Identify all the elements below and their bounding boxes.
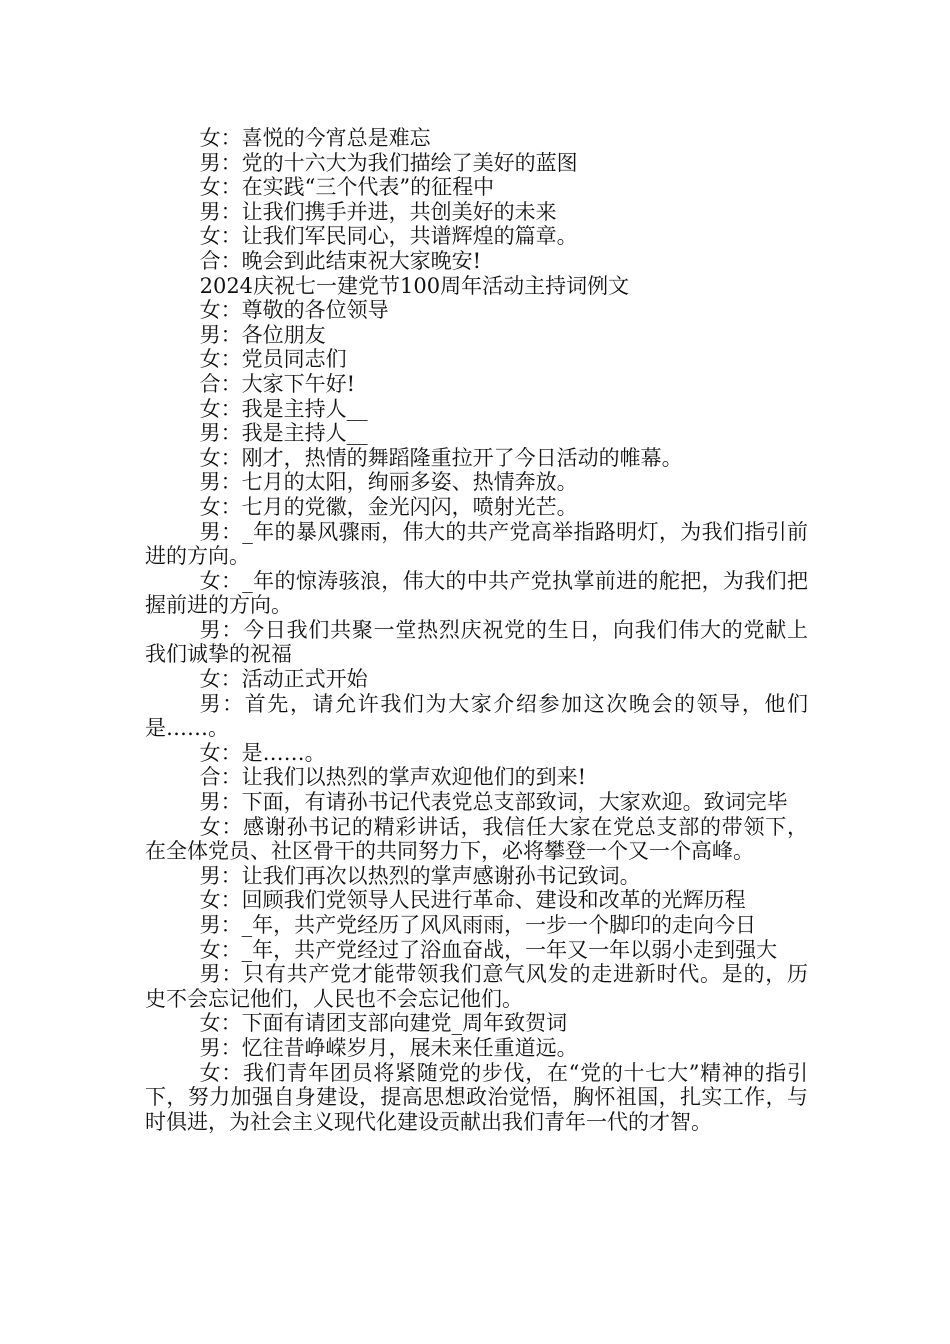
paragraph: 女：_年，共产党经过了浴血奋战，一年又一年以弱小走到强大 (199, 937, 778, 962)
paragraph: 男：忆往昔峥嵘岁月，展未来任重道远。 (199, 1035, 578, 1060)
paragraph: 男：让我们携手并进，共创美好的未来 (199, 199, 557, 224)
paragraph: 女：刚才，热情的舞蹈隆重拉开了今日活动的帷幕。 (199, 445, 683, 470)
paragraph: 女：尊敬的各位领导 (199, 298, 389, 323)
paragraph: 女：党员同志们 (199, 347, 347, 372)
paragraph: 男：今日我们共聚一堂热烈庆祝党的生日，向我们伟大的党献上我们诚挚的祝福 (145, 617, 808, 667)
paragraph: 男：_年，共产党经历了风风雨雨，一步一个脚印的走向今日 (199, 913, 757, 937)
paragraph: 男：_年的暴风骤雨，伟大的共产党高举指路明灯，为我们指引前进的方向。 (145, 519, 808, 569)
paragraph: 女：感谢孙书记的精彩讲话，我信任大家在党总支部的带领下，在全体党员、社区骨干的共同努力下，必将攀登一个又一个高峰。 (145, 814, 808, 864)
paragraph: 女：让我们军民同心，共谱辉煌的篇章。 (199, 224, 578, 249)
paragraph: 男：首先，请允许我们为大家介绍参加这次晚会的领导，他们是……。 (145, 691, 808, 741)
paragraph: 女：七月的党徽，金光闪闪，喷射光芒。 (199, 494, 578, 519)
document-body (145, 126, 808, 1134)
paragraph: 男：让我们再次以热烈的掌声感谢孙书记致词。 (199, 863, 641, 888)
paragraph: 女：喜悦的今宵总是难忘 (199, 126, 431, 150)
paragraph: 女：我们青年团员将紧随党的步伐，在“党的十七大”精神的指引下，努力加强自身建设，提高思想政治觉悟，胸怀祖国，扎实工作，与时俱进，为社会主义现代化建设贡献出我们青年一代的才智。 (145, 1060, 808, 1134)
paragraph: 女：_年的惊涛骇浪，伟大的中共产党执掌前进的舵把，为我们把握前进的方向。 (145, 568, 808, 618)
paragraph: 合：大家下午好! (199, 371, 356, 396)
paragraph: 男：七月的太阳，绚丽多姿、热情奔放。 (199, 470, 578, 495)
paragraph: 女：回顾我们党领导人民进行革命、建设和改革的光辉历程 (199, 888, 746, 913)
paragraph: 男：下面，有请孙书记代表党总支部致词，大家欢迎。致词完毕 (199, 790, 788, 815)
paragraph: 女：我是主持人__ (199, 396, 368, 421)
paragraph: 女：在实践“三个代表”的征程中 (199, 175, 495, 200)
paragraph: 男：党的十六大为我们描绘了美好的蓝图 (199, 150, 578, 175)
paragraph: 男：只有共产党才能带领我们意气风发的走进新时代。是的，历史不会忘记他们，人民也不会忘记他们。 (145, 962, 808, 1011)
paragraph: 女：是……。 (199, 740, 326, 765)
paragraph: 合：让我们以热烈的掌声欢迎他们的到来! (199, 765, 587, 790)
paragraph: 女：活动正式开始 (199, 667, 368, 692)
paragraph: 男：我是主持人__ (199, 421, 368, 446)
section-title: 2024庆祝七一建党节100周年活动主持词例文 (199, 273, 630, 298)
paragraph: 合：晚会到此结束祝大家晚安! (199, 248, 482, 273)
paragraph: 男：各位朋友 (199, 322, 326, 347)
paragraph: 女：下面有请团支部向建党_周年致贺词 (199, 1011, 568, 1036)
